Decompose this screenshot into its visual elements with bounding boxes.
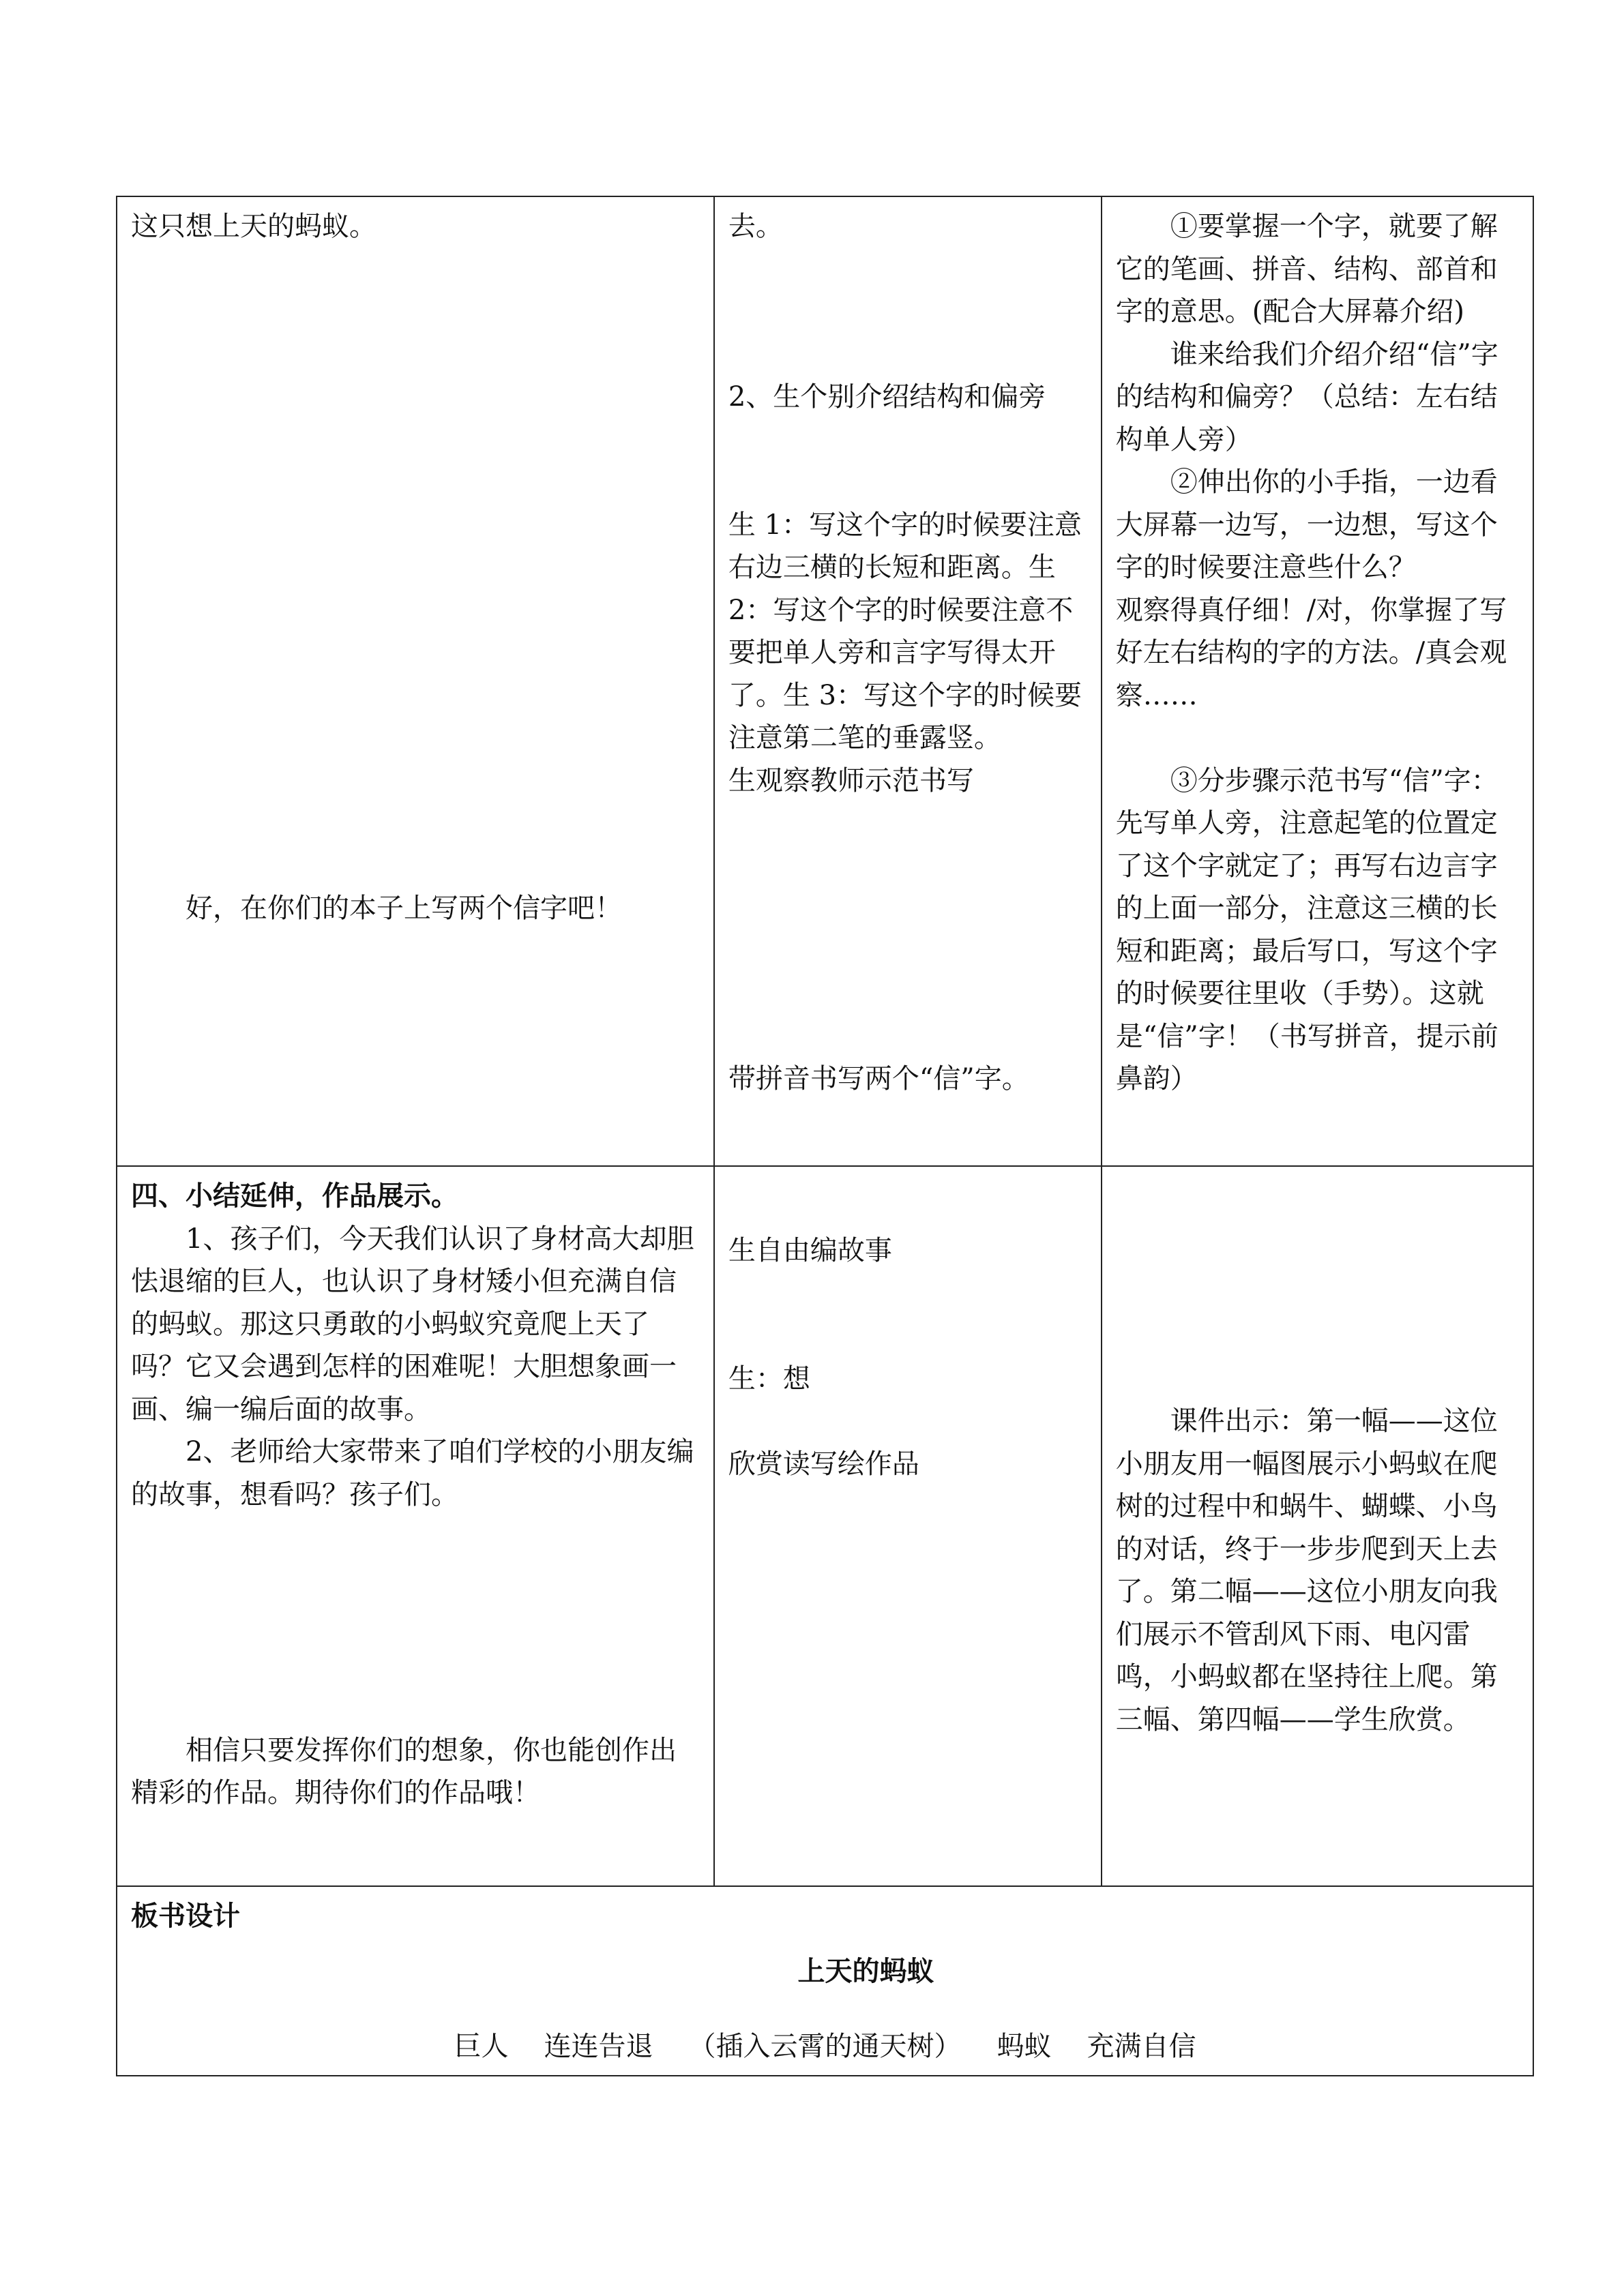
paragraph: 2、老师给大家带来了咱们学校的小朋友编的故事，想看吗？孩子们。 [131,1436,694,1510]
paragraph: 观察得真仔细！/对，你掌握了写好左右结构的字的方法。/真会观察…… [1115,594,1507,711]
board-item: 巨人 [454,2031,509,2062]
board-item: 蚂蚁 [996,2031,1052,2062]
board-title: 上天的蚂蚁 [797,1954,934,1987]
paragraph: ②伸出你的小手指，一边看大屏幕一边写，一边想，写这个字的时候要注意些什么？ [1115,466,1498,583]
teaching-method-cell [1102,1166,1533,1886]
paragraph: 生观察教师示范书写 [728,764,974,796]
teaching-method-cell [1102,196,1533,1166]
paragraph: 相信只要发挥你们的想象，你也能创作出精彩的作品。期待你们的作品哦！ [131,1734,677,1808]
paragraph: 生：想 [728,1362,810,1395]
paragraph: 生 1：写这个字的时候要注意右边三横的长短和距离。生 2：写这个字的时候要注意不要把单人旁和言字写得太开了。生 3：写这个字的时候要注意第二笔的垂露竖。 [728,509,1082,754]
section-heading: 四、小结延伸，作品展示。 [131,1180,458,1212]
lesson-plan-table [116,196,1534,2076]
board-design-cell [117,1886,1533,2076]
paragraph: 课件出示：第一幅——这位小朋友用一幅图展示小蚂蚁在爬树的过程中和蜗牛、蝴蝶、小鸟的对话，终于一步步爬到天上去了。第二幅——这位小朋友向我们展示不管刮风下雨、电闪雷鸣，小蚂蚁都在坚持往上爬。第三幅、第四幅——学生欣赏。 [1115,1405,1498,1735]
teacher-talk-cell [117,1166,714,1886]
paragraph: 带拼音书写两个“信”字。 [728,1063,1029,1094]
paragraph: 去。 [728,211,783,242]
paragraph: 1、孩子们，今天我们认识了身材高大却胆怯退缩的巨人，也认识了身材矮小但充满自信的蚂蚁。那这只勇敢的小蚂蚁究竟爬上天了吗？它又会遇到怎样的困难呢！大胆想象画一画、编一编后面的故事。 [131,1223,694,1425]
board-item: 充满自信 [1087,2031,1196,2062]
paragraph: 谁来给我们介绍介绍“信”字的结构和偏旁？（总结：左右结构单人旁） [1115,338,1498,456]
paragraph: ③分步骤示范书写“信”字：先写单人旁，注意起笔的位置定了这个字就定了；再写右边言字的上面一部分，注意这三横的长短和距离；最后写口，写这个字的时候要往里收（手势）。这就是“信”字！（书写拼音，提示前鼻韵） [1115,764,1498,1094]
table-row [117,1166,1533,1886]
board-line [131,2025,1519,2068]
paragraph: 欣赏读写绘作品 [728,1448,919,1480]
paragraph: 这只想上天的蚂蚁。 [131,211,377,242]
teacher-talk-cell [117,196,714,1166]
paragraph: 2、生个别介绍结构和偏旁 [728,381,1046,413]
student-activity-cell [714,196,1102,1166]
board-item: （插入云霄的通天树） [688,2031,962,2062]
paragraph: 好，在你们的本子上写两个信字吧！ [186,893,622,924]
board-item: 连连告退 [544,2031,653,2062]
board-heading: 板书设计 [131,1900,240,1932]
student-activity-cell [714,1166,1102,1886]
table-row [117,1886,1533,2076]
table-row [117,196,1533,1166]
paragraph: ①要掌握一个字，就要了解它的笔画、拼音、结构、部首和字的意思。(配合大屏幕介绍) [1115,211,1498,327]
paragraph: 生自由编故事 [728,1235,892,1266]
